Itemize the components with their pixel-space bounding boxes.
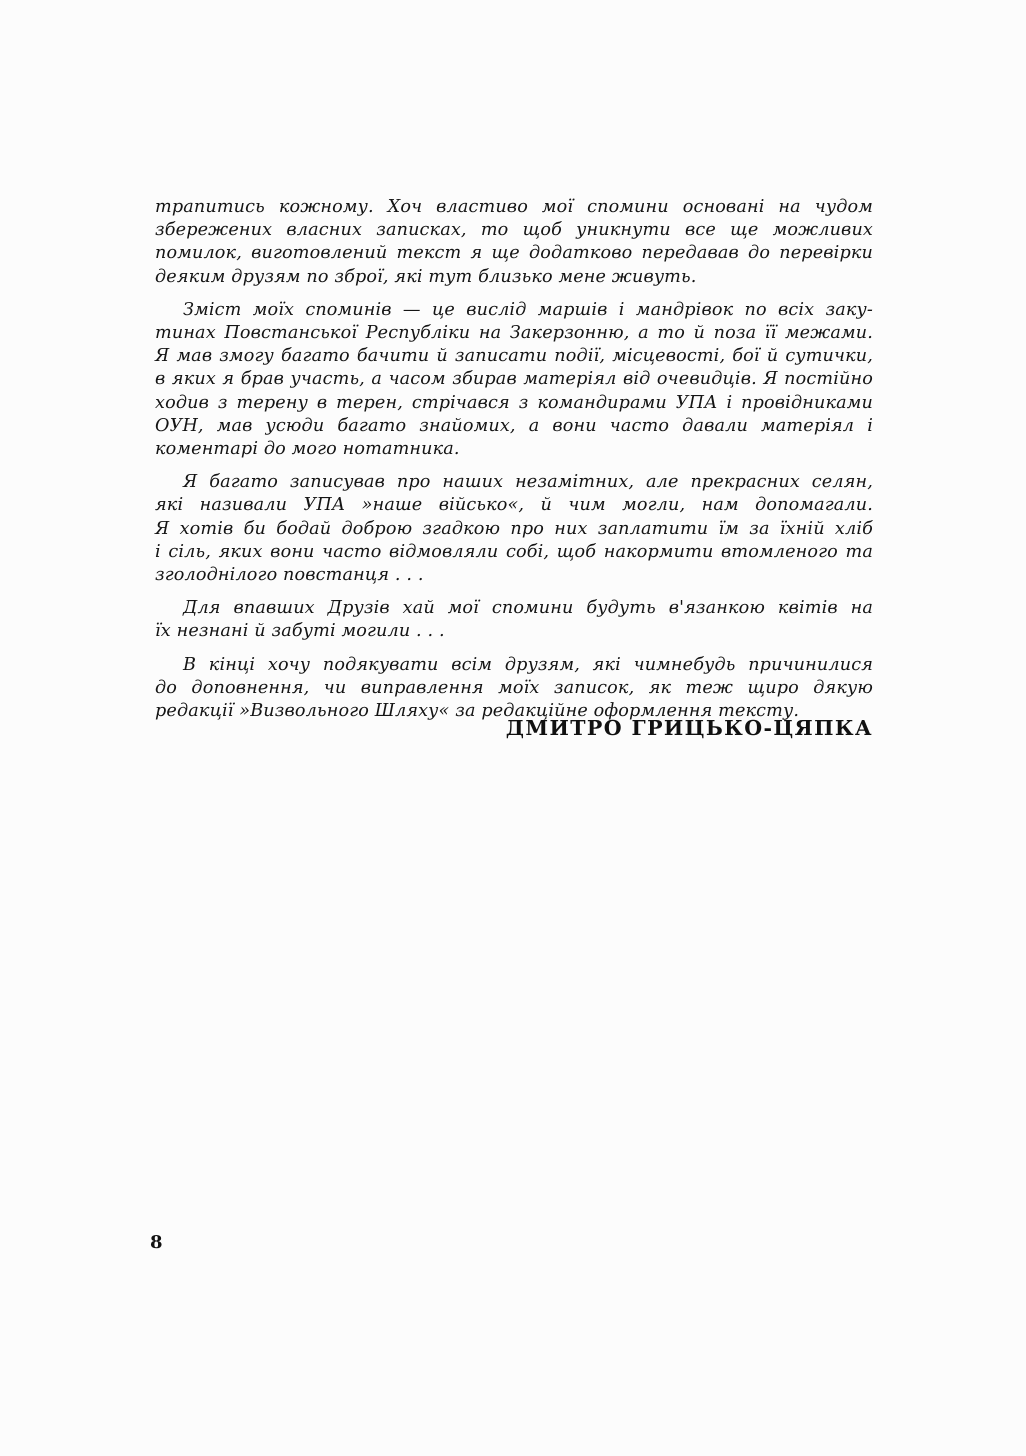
text-line: до доповнення, чи виправлення моїх записок, як теж щиро дякую [155,677,873,698]
paragraph-selyany [155,471,873,587]
text-line: Зміст моїх споминів — це вислід маршів і мандрівок по всіх заку- [183,299,873,320]
text-line: трапитись кожному. Хоч властиво мої спомини основані на чудом [155,197,873,217]
page-number: 8 [150,1232,163,1253]
text-line: деяким друзям по зброї, які тут близько мене живуть. [155,266,697,287]
text-line: їх незнані й забуті могили . . . [155,621,445,642]
paragraph-druziv [155,597,873,643]
paragraph-podyaka [155,654,873,724]
text-line: Я мав змогу багато бачити й записати події, місцевості, бої й сутички, [155,346,873,367]
text-line: Я хотів би бодай доброю згадкою про них заплатити їм за їхній хліб [155,518,873,539]
body-text-block [155,196,873,723]
text-line: в яких я брав участь, а часом збирав матеріял від очевидців. Я постійно [155,369,873,390]
text-line: збережених власних записках, то щоб уникнути все ще можливих [155,220,873,241]
text-line: ОУН, мав усюди багато знайомих, а вони часто давали матеріял і [155,415,873,436]
text-line: які називали УПА »наше військо«, й чим могли, нам допомагали. [155,495,873,516]
text-line: Я багато записував про наших незамітних, але прекрасних селян, [183,472,873,493]
text-line: ходив з терену в терен, стрічався з командирами УПА і провідниками [155,392,873,413]
text-line: і сіль, яких вони часто відмовляли собі, щоб накормити втомленого та [155,541,873,562]
author-signature: ДМИТРО ГРИЦЬКО-ЦЯПКА [505,716,873,740]
text-line: тинах Повстанської Республіки на Закерзонню, а то й поза її межами. [155,323,873,344]
text-line: В кінці хочу подякувати всім друзям, які чимнебудь причинилися [183,654,873,675]
text-line: коментарі до мого нотатника. [155,439,460,460]
paragraph-continued [155,196,873,289]
text-line: помилок, виготовлений текст я ще додатково передавав до перевірки [155,243,873,264]
text-line: зголоднілого повстанця . . . [155,565,424,586]
paragraph-zmist [155,299,873,461]
text-line: редакції »Визвольного Шляху« за редакційне оформлення тексту. [155,701,800,722]
text-line: Для впавших Друзів хай мої спомини будуть в'язанкою квітів на [183,598,873,619]
signature-block [155,716,873,740]
